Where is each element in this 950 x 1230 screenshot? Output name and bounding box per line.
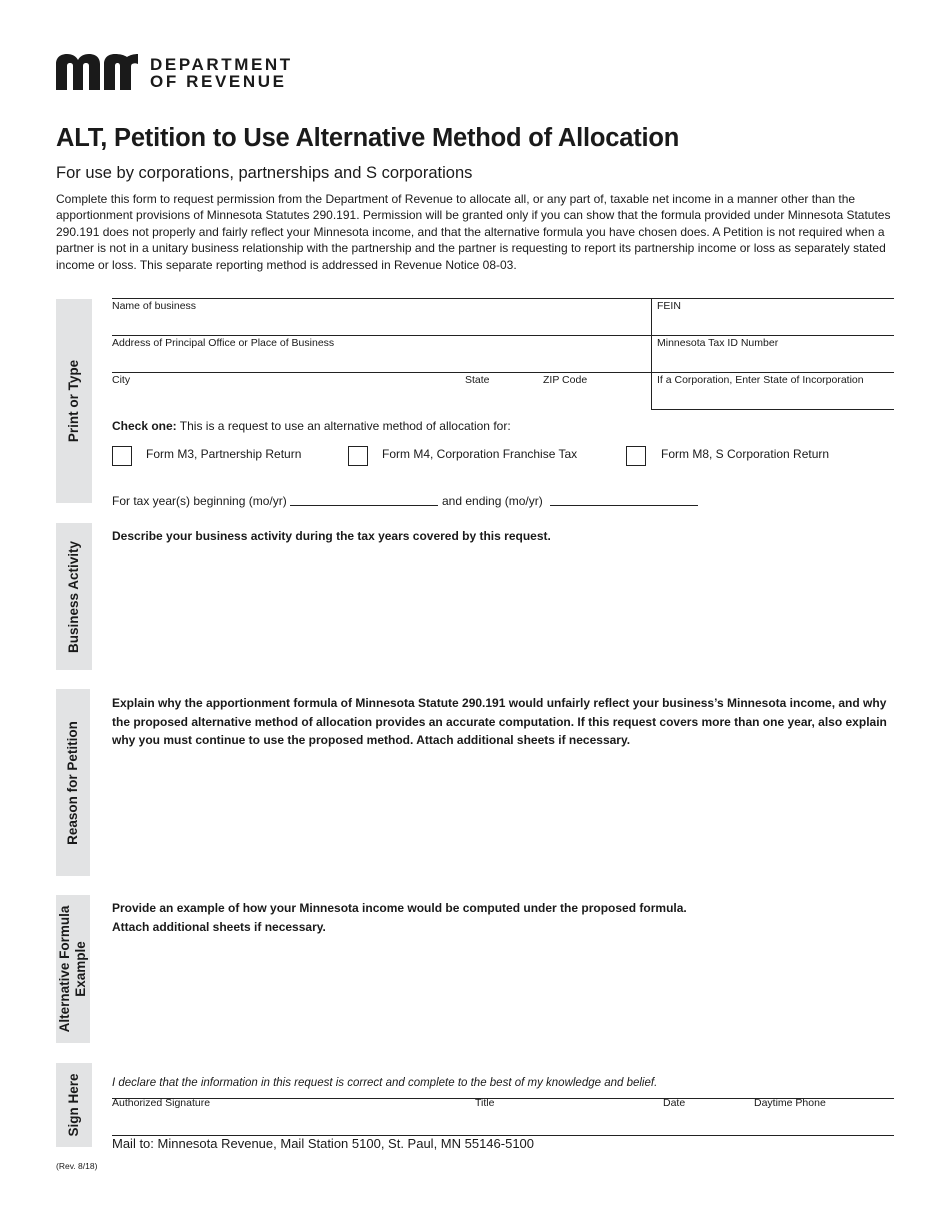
page-subtitle: For use by corporations, partnerships and S corporations [56,164,473,182]
page-title: ALT, Petition to Use Alternative Method of Allocation [56,124,680,152]
section-tab-reason-for-petition: Reason for Petition [56,689,90,876]
form-m8-checkbox[interactable] [626,446,646,466]
address-field[interactable]: Address of Principal Office or Place of Business [112,337,335,349]
form-m3-checkbox[interactable] [112,446,132,466]
daytime-phone-field[interactable] [754,1099,894,1133]
state-field[interactable]: State [465,374,490,386]
business-name-field[interactable]: Name of business [112,300,197,312]
business-activity-area[interactable] [112,550,894,670]
form-m4-checkbox[interactable] [348,446,368,466]
date-label: Date [663,1097,686,1109]
form-m3-label: Form M3, Partnership Return [146,447,302,461]
title-label: Title [475,1097,495,1109]
formula-example-area[interactable] [112,942,894,1042]
section-tab-sign-here: Sign Here [56,1063,92,1147]
date-field[interactable] [663,1099,751,1133]
zip-code-field[interactable]: ZIP Code [543,374,588,386]
reason-instruction: Explain why the apportionment formula of Minnesota Statute 290.191 would unfairly reflect your business’s Minnesota income, and why the proposed alternative method of allocation provides an accurate computation. If this request covers more than one year, also explain why you must continue to use the proposed method. Attach additional sheets if necessary. [112,696,887,747]
intro-paragraph: Complete this form to request permission from the Department of Revenue to allocate all, or any part of, taxable net income in a manner other than the apportionment provisions of Minnesota Statutes 290.191. Permission will be granted only if you can show that the formula provided under Minnesota Statutes 290.191 does not properly and fairly reflect your Minnesota income, and that the alternative formula you have chosen does. A Petition is not required when a partner is not in a unitary business relationship with the partnership and the partner is requesting to report its partnership income or loss as separately stated income or loss. This separate reporting method is addressed in Revenue Notice 08-03. [56,192,891,272]
form-m8-label: Form M8, S Corporation Return [661,447,830,461]
agency-logo [56,54,306,94]
tax-year-beginning-label: For tax year(s) beginning (mo/yr) [112,494,287,508]
field-rule [651,409,894,410]
reason-area[interactable] [112,756,894,876]
state-of-incorporation-field[interactable]: If a Corporation, Enter State of Incorporation [657,374,864,386]
declaration-text: I declare that the information in this request is correct and complete to the best of my knowledge and belief. [112,1077,658,1089]
tax-year-ending-input[interactable] [550,505,698,506]
business-activity-instruction: Describe your business activity during the tax years covered by this request. [112,529,551,543]
signature-field[interactable] [112,1099,472,1133]
fein-field[interactable]: FEIN [657,300,681,312]
revision-note: (Rev. 8/18) [56,1161,98,1171]
daytime-phone-label: Daytime Phone [754,1097,826,1109]
form-m4-label: Form M4, Corporation Franchise Tax [382,447,578,461]
city-field[interactable]: City [112,374,131,386]
section-tab-alternative-formula: Alternative Formula Example [56,895,90,1043]
mailing-address: Mail to: Minnesota Revenue, Mail Station 5100, St. Paul, MN 55146-5100 [112,1136,535,1151]
agency-name: DEPARTMENT OF REVENUE [150,55,293,91]
section-tab-print-or-type: Print or Type [56,299,92,503]
mn-logo-icon [56,54,138,90]
formula-instruction: Provide an example of how your Minnesota income would be computed under the proposed formula. Attach additional sheets if necessary. [112,901,687,934]
authorized-signature-label: Authorized Signature [112,1097,211,1109]
mn-tax-id-field[interactable]: Minnesota Tax ID Number [657,337,779,349]
check-one-instruction: Check one: This is a request to use an alternative method of allocation for: [112,419,511,433]
tax-year-ending-label: and ending (mo/yr) [442,494,543,508]
tax-year-beginning-input[interactable] [290,505,438,506]
title-field[interactable] [475,1099,660,1133]
section-tab-business-activity: Business Activity [56,523,92,670]
